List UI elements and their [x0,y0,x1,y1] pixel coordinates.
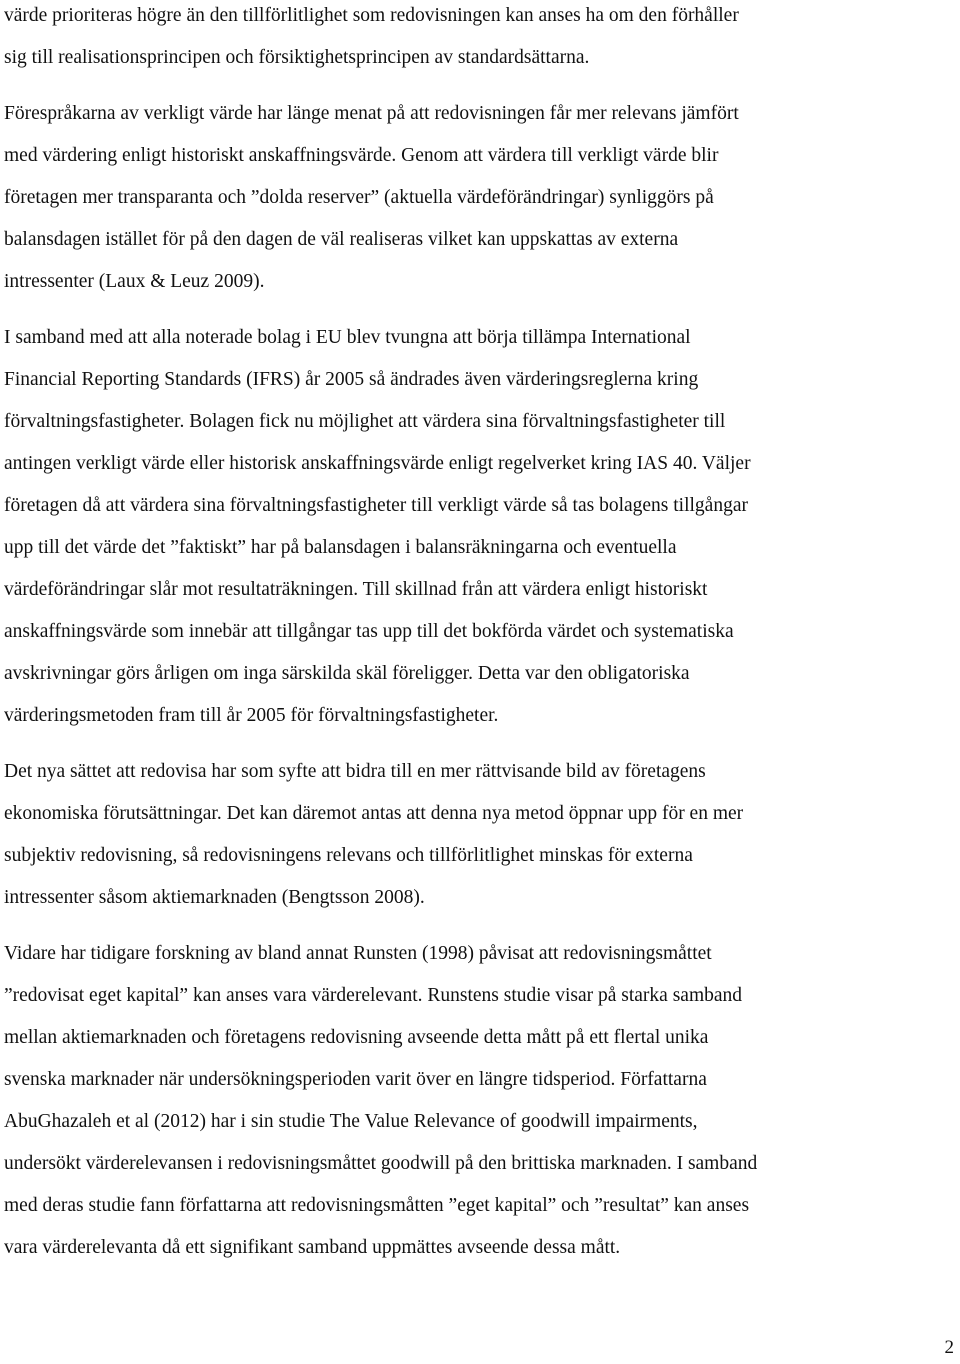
text-line: med deras studie fann författarna att redovisningsmåtten ”eget kapital” och ”resultat” kan anses [4,1195,750,1216]
text-line: avskrivningar görs årligen om inga särskilda skäl föreligger. Detta var den obligatoriska [4,663,690,684]
paragraph-4 [4,751,952,919]
text-line: upp till det värde det ”faktiskt” har på balansdagen i balansräkningarna och eventuella [4,537,677,558]
text-line: företagen mer transparanta och ”dolda reserver” (aktuella värdeförändringar) synliggörs på [4,187,714,208]
text-line: intressenter såsom aktiemarknaden (Bengtsson 2008). [4,887,425,908]
text-line: ekonomiska förutsättningar. Det kan däremot antas att denna nya metod öppnar upp för en mer [4,803,744,824]
text-line: Det nya sättet att redovisa har som syfte att bidra till en mer rättvisande bild av företagens [4,761,706,782]
text-line: subjektiv redovisning, så redovisningens relevans och tillförlitlighet minskas för externa [4,845,693,866]
text-line: värderingsmetoden fram till år 2005 för förvaltningsfastigheter. [4,705,499,726]
text-line: företagen då att värdera sina förvaltningsfastigheter till verkligt värde så tas bolagens tillgångar [4,495,748,516]
text-line: intressenter (Laux & Leuz 2009). [4,271,265,292]
text-line: AbuGhazaleh et al (2012) har i sin studie The Value Relevance of goodwill impairments, [4,1111,698,1132]
text-line: Vidare har tidigare forskning av bland annat Runsten (1998) påvisat att redovisningsmåttet [4,943,712,964]
paragraph-1 [4,0,952,79]
text-line: svenska marknader när undersökningsperioden varit över en längre tidsperiod. Författarna [4,1069,707,1090]
text-line: ”redovisat eget kapital” kan anses vara värderelevant. Runstens studie visar på starka samband [4,985,743,1006]
document-page [4,0,952,1269]
text-line: värdeförändringar slår mot resultaträkningen. Till skillnad från att värdera enligt historiskt [4,579,708,600]
text-line: anskaffningsvärde som innebär att tillgångar tas upp till det bokförda värdet och systematiska [4,621,734,642]
text-line: förvaltningsfastigheter. Bolagen fick nu möjlighet att värdera sina förvaltningsfastigheter till [4,411,726,432]
paragraph-2 [4,93,952,303]
text-line: värde prioriteras högre än den tillförlitlighet som redovisningen kan anses ha om den förhåller [4,5,739,26]
text-line: I samband med att alla noterade bolag i EU blev tvungna att börja tillämpa International [4,327,691,348]
page-number: 2 [944,1337,954,1358]
text-line: med värdering enligt historiskt anskaffningsvärde. Genom att värdera till verkligt värde blir [4,145,719,166]
text-line: mellan aktiemarknaden och företagens redovisning avseende detta mått på ett flertal unika [4,1027,709,1048]
paragraph-3 [4,317,952,737]
text-line: vara värderelevanta då ett signifikant samband uppmättes avseende dessa mått. [4,1237,621,1258]
text-line: balansdagen istället för på den dagen de väl realiseras vilket kan uppskattas av externa [4,229,679,250]
text-line: Förespråkarna av verkligt värde har länge menat på att redovisningen får mer relevans jämfört [4,103,739,124]
text-line: antingen verkligt värde eller historisk anskaffningsvärde enligt regelverket kring IAS 40. Väljer [4,453,751,474]
paragraph-5 [4,933,952,1269]
text-line: sig till realisationsprincipen och försiktighetsprincipen av standardsättarna. [4,47,590,68]
text-line: Financial Reporting Standards (IFRS) år 2005 så ändrades även värderingsreglerna kring [4,369,699,390]
text-line: undersökt värderelevansen i redovisningsmåttet goodwill på den brittiska marknaden. I samband [4,1153,758,1174]
